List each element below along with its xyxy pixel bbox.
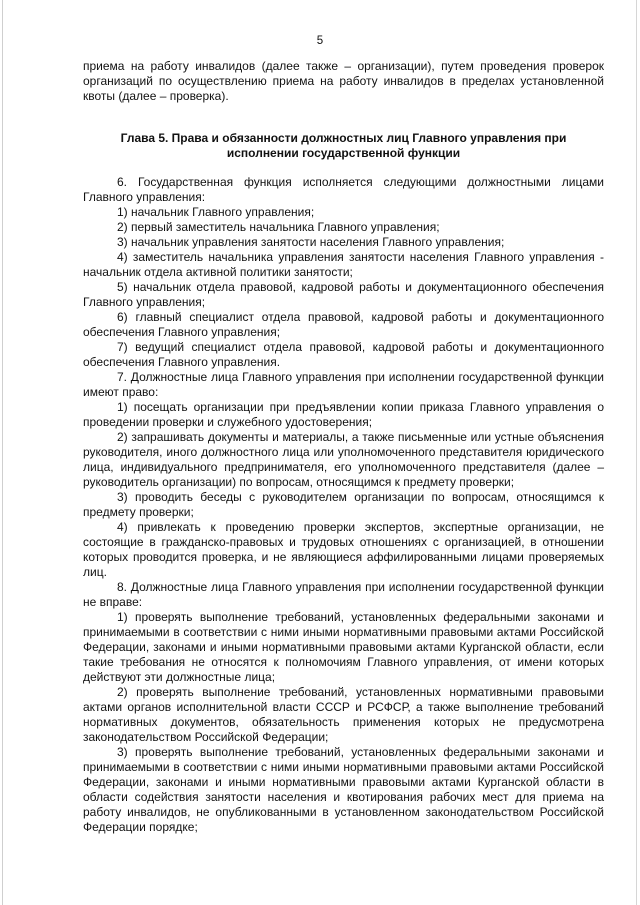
paragraph-6-item-5: 5) начальник отдела правовой, кадровой работы и документационного обеспечения Главного управления; bbox=[83, 280, 604, 309]
chapter-heading-line-1: Глава 5. Права и обязанности должностных лиц Главного управления при bbox=[120, 131, 567, 145]
paragraph-6-item-2: 2) первый заместитель начальника Главного управления; bbox=[117, 220, 440, 234]
paragraph-6-item-4: 4) заместитель начальника управления занятости населения Главного управления - начальник отдела активной политики занятости; bbox=[83, 250, 604, 279]
paragraph-8-item-2: 2) проверять выполнение требований, установленных нормативными правовыми актами органов исполнительной власти СССР и РСФСР, а также выполнение требований нормативных документов, обязательность применения которых не предусмотрена законодательством Российской Федерации; bbox=[83, 685, 604, 744]
page-number: 5 bbox=[316, 35, 324, 47]
paragraph-7: 7. Должностные лица Главного управления при исполнении государственной функции имеют право: bbox=[83, 370, 604, 399]
scan-edge-left bbox=[2, 0, 3, 905]
paragraph-6-item-6: 6) главный специалист отдела правовой, кадровой работы и документационного обеспечения Главного управления; bbox=[83, 310, 604, 339]
paragraph-7-item-4: 4) привлекать к проведению проверки экспертов, экспертные организации, не состоящие в гражданско-правовых и трудовых отношениях с организацией, в отношении которых проводится проверка, и не являющиеся аффилированными лицами проверяемых лиц. bbox=[83, 520, 604, 579]
paragraph-7-item-3: 3) проводить беседы с руководителем организации по вопросам, относящимся к предмету проверки; bbox=[83, 490, 604, 519]
chapter-heading bbox=[83, 131, 604, 161]
paragraph-7-item-1: 1) посещать организации при предъявлении копии приказа Главного управления о проведении проверки и служебного удостоверения; bbox=[83, 400, 604, 429]
paragraph-8-item-3: 3) проверять выполнение требований, установленных федеральными законами и принимаемыми в соответствии с ними иными нормативными правовыми актами Российской Федерации, законами и иными нормативными правовыми актами Курганской области в области содействия занятости населения и квотирования рабочих мест для приема на работу инвалидов, не опубликованными в установленном законодательством Российской Федерации порядке; bbox=[83, 745, 604, 834]
paragraph-6-item-1: 1) начальник Главного управления; bbox=[117, 205, 315, 219]
paragraph-8: 8. Должностные лица Главного управления при исполнении государственной функции не вправе: bbox=[83, 580, 604, 609]
paragraph-6-item-7: 7) ведущий специалист отдела правовой, кадровой работы и документационного обеспечения Главного управления. bbox=[83, 340, 604, 369]
intro-paragraph: приема на работу инвалидов (далее также – организации), путем проведения проверок организаций по осуществлению приема на работу инвалидов в пределах установленной квоты (далее – проверка). bbox=[83, 59, 604, 103]
paragraph-8-item-1: 1) проверять выполнение требований, установленных федеральными законами и принимаемыми в соответствии с ними иными нормативными правовыми актами Российской Федерации, законами и иными нормативными правовыми актами Курганской области, если такие требования не относятся к полномочиям Главного управления, от имени которых действуют эти должностные лица; bbox=[83, 610, 604, 684]
document-body bbox=[83, 59, 604, 835]
paragraph-6-item-3: 3) начальник управления занятости населения Главного управления; bbox=[117, 235, 505, 249]
chapter-heading-line-2: исполнении государственной функции bbox=[226, 146, 461, 160]
paragraph-6: 6. Государственная функция исполняется следующими должностными лицами Главного управления: bbox=[83, 175, 604, 204]
scan-edge-right bbox=[636, 0, 637, 905]
paragraph-7-item-2: 2) запрашивать документы и материалы, а также письменные или устные объяснения руководителя, иного должностного лица или уполномоченного представителя юридического лица, индивидуального предпринимателя, его уполномоченного представителя (далее – руководитель организации) по вопросам, относящимся к предмету проверки; bbox=[83, 430, 604, 489]
